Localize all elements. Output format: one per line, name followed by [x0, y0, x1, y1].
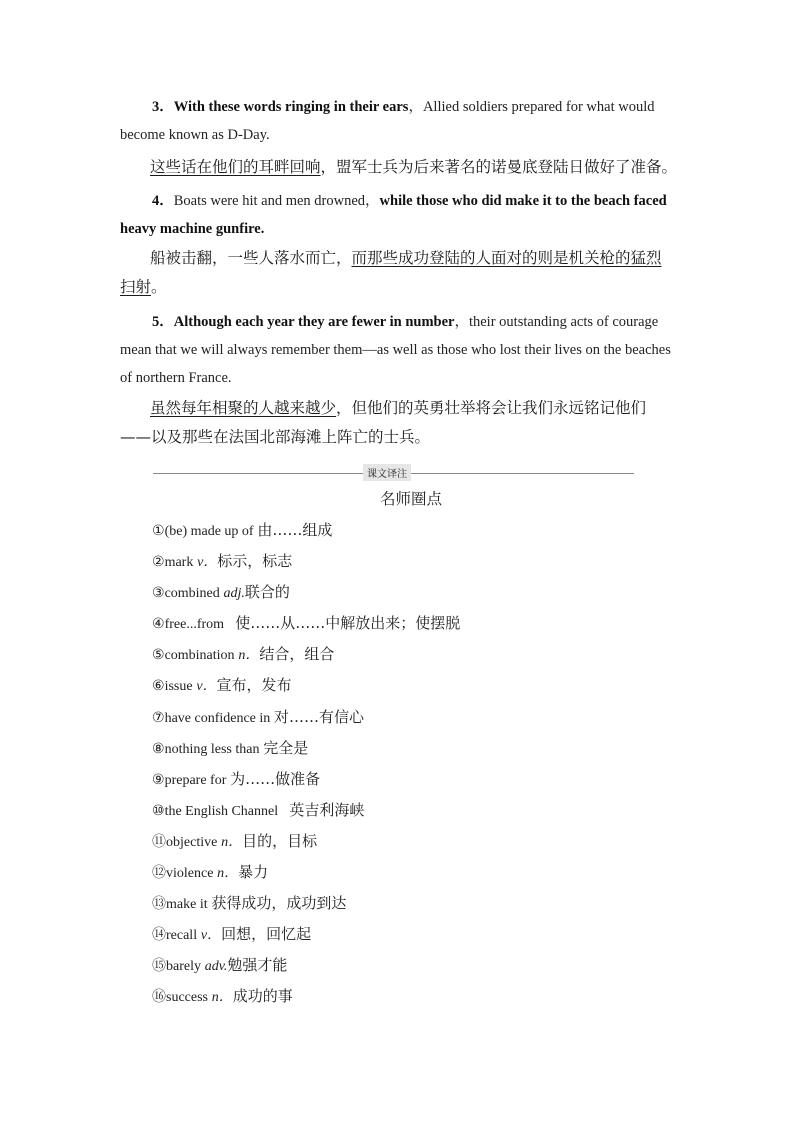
item-meaning: 宣布，发布 [216, 676, 292, 695]
item-pos: adj. [223, 586, 245, 602]
translation-rest: ，但他们的英勇壮举将会让我们永远铭记他们——以及那些在法国北部海滩上阵亡的士兵。 [120, 399, 647, 446]
item-term: (be) made up of [164, 524, 254, 539]
item-number: ⑥ [152, 678, 165, 695]
translation-start: 船被击翻，一些人落水而亡， [150, 249, 352, 267]
item-term: combination [164, 648, 235, 664]
item-number: ⑮ [152, 958, 166, 975]
item-term: prepare for [164, 772, 227, 788]
list-item [152, 515, 652, 546]
paragraph-4-english [120, 187, 674, 243]
list-item [152, 857, 652, 888]
paragraph-5-chinese [120, 394, 676, 452]
item-term: recall [166, 928, 198, 944]
paragraph-number: 5． [152, 314, 174, 330]
item-meaning: 标示，标志 [217, 552, 293, 571]
paragraph-number: 4． [152, 193, 174, 209]
paragraph-4-chinese [120, 244, 676, 302]
list-item [152, 795, 652, 826]
item-pos: n． [217, 866, 239, 882]
item-meaning: 为……做准备 [230, 769, 321, 788]
key-sentence: while those who did make it to the beach faced heavy machine gunfire. [120, 193, 667, 237]
list-item [152, 888, 652, 919]
item-meaning: 英吉利海峡 [289, 800, 365, 819]
section-divider [153, 470, 634, 488]
item-term: success [166, 990, 208, 1006]
divider-label: 课文译注 [363, 464, 411, 481]
item-meaning: 联合的 [244, 583, 290, 602]
paragraph-3-chinese [120, 153, 680, 182]
item-pos: v． [197, 555, 218, 571]
item-meaning: 目的，目标 [242, 831, 318, 850]
item-number: ⑩ [152, 802, 165, 819]
item-meaning: 勉强才能 [227, 956, 288, 975]
item-term: issue [164, 679, 193, 695]
item-term: free...from [164, 617, 225, 633]
item-pos: v． [200, 928, 222, 944]
item-number: ⑫ [152, 865, 166, 882]
item-term: combined [164, 586, 220, 602]
vocabulary-list [152, 515, 652, 1013]
section-title: 名师圈点 [380, 490, 443, 508]
item-meaning: 由……组成 [257, 521, 333, 539]
item-number: ⑪ [152, 833, 166, 850]
list-item [152, 577, 652, 608]
item-pos: adv. [204, 959, 228, 975]
item-number: ③ [152, 585, 165, 602]
key-sentence: With these words ringing in their ears [173, 99, 409, 115]
item-number: ⑭ [152, 927, 166, 944]
list-item [152, 981, 652, 1012]
item-meaning: 暴力 [238, 863, 269, 882]
paragraph-5-english [120, 308, 674, 392]
sentence-rest: ，their outstanding acts of courage mean that we will always remember them—as well as those who lost their lives on the beaches of northern France. [120, 314, 671, 386]
list-item [152, 826, 652, 857]
item-meaning: 结合，组合 [259, 645, 335, 664]
translation-rest: ，盟军士兵为后来著名的诺曼底登陆日做好了准备。 [320, 158, 678, 176]
item-term: make it [166, 897, 208, 913]
item-meaning: 完全是 [263, 738, 309, 757]
list-item [152, 764, 652, 795]
item-pos: n． [238, 648, 260, 664]
list-item [152, 670, 652, 701]
item-number: ② [152, 554, 165, 571]
item-pos: n． [221, 834, 243, 850]
item-meaning: 对……有信心 [274, 707, 365, 726]
item-term: nothing less than [164, 741, 260, 757]
item-term: have confidence in [164, 710, 271, 726]
item-term: objective [166, 834, 218, 850]
item-meaning: 回想，回忆起 [221, 925, 312, 944]
sentence-rest: ，Allied soldiers prepared for what would become known as D-Day. [120, 99, 655, 143]
item-pos: n． [211, 990, 233, 1006]
item-term: the English Channel [164, 803, 279, 819]
list-item [152, 546, 652, 577]
item-meaning: 成功的事 [232, 987, 293, 1006]
list-item [152, 733, 652, 764]
paragraph-3-english [120, 93, 674, 149]
item-meaning: 获得成功，成功到达 [211, 894, 347, 913]
item-meaning: 使……从……中解放出来；使摆脱 [235, 614, 461, 633]
list-item [152, 608, 652, 639]
key-sentence: Although each year they are fewer in number [173, 314, 455, 330]
item-number: ⑧ [152, 740, 165, 757]
item-term: barely [166, 959, 201, 975]
list-item [152, 702, 652, 733]
list-item [152, 950, 652, 981]
item-term: violence [166, 866, 214, 882]
translation-end: 。 [151, 278, 167, 296]
item-number: ① [152, 523, 165, 539]
item-number: ⑦ [152, 709, 165, 726]
paragraph-number: 3． [152, 99, 174, 115]
item-number: ④ [152, 616, 165, 633]
list-item [152, 639, 652, 670]
item-number: ⑯ [152, 989, 166, 1006]
item-number: ⑨ [152, 771, 165, 788]
item-term: mark [164, 555, 194, 571]
list-item [152, 919, 652, 950]
underlined-translation: 而那些成功登陆的人面对的则是机关枪的猛烈扫射 [120, 249, 662, 296]
item-number: ⑤ [152, 647, 165, 664]
item-number: ⑬ [152, 896, 166, 913]
sentence-start: Boats were hit and men drowned， [173, 193, 380, 209]
underlined-translation: 这些话在他们的耳畔回响 [150, 158, 321, 176]
item-pos: v． [196, 679, 217, 695]
underlined-translation: 虽然每年相聚的人越来越少 [150, 399, 337, 417]
